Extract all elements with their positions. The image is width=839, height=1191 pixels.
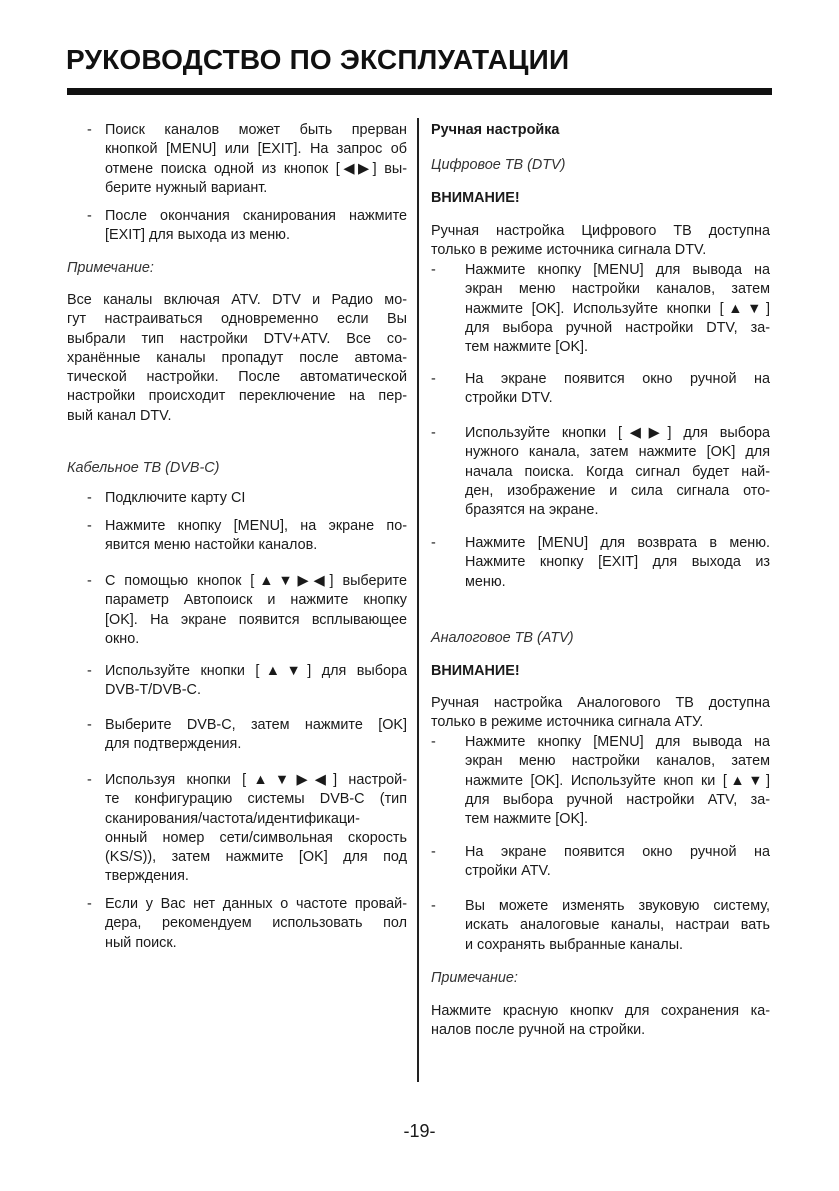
text-line: ВНИМАНИЕ!	[431, 190, 520, 206]
text-line: стройки DTV.	[465, 390, 553, 407]
text-line: экран меню настройки каналов, затем	[465, 753, 770, 770]
text-line: отмене поиска одной из кнопок [◀▶] вы-	[105, 160, 407, 177]
bullet-dash: -	[87, 663, 92, 679]
text-line: окно.	[105, 630, 140, 647]
text-line: Ручная настройка Цифрового ТВ доступна	[431, 223, 770, 239]
text-line: начала поиска. Когда сигнал будет най-	[465, 463, 770, 480]
list-item	[87, 572, 407, 649]
section-heading	[431, 156, 770, 175]
text-line: нажмите [OK]. Используйте кнопки [▲▼]	[465, 300, 770, 317]
text-line: налов после ручной на стройки.	[431, 1022, 646, 1039]
list-item	[87, 207, 407, 246]
text-line: (KS/S)), затем нажмите [OK] для под	[105, 849, 407, 866]
text-line: выбрали тип настройки DTV+ATV. Все со-	[67, 330, 407, 347]
text-line: [OK]. На экране появится всплывающее	[105, 611, 407, 628]
section-heading	[431, 969, 770, 988]
bullet-dash: -	[87, 573, 92, 589]
list-item	[431, 534, 770, 592]
bullet-dash: -	[87, 772, 92, 788]
text-line: экран меню настройки каналов, затем	[465, 281, 770, 298]
text-line: Нажмите кнопку [MENU] для вывода на	[465, 262, 770, 278]
text-line: бразятся на экране.	[465, 502, 599, 519]
section-heading	[431, 189, 770, 208]
text-line: настройки происходит переключение на пер-	[67, 388, 407, 405]
list-item	[431, 843, 770, 882]
paragraph	[431, 694, 770, 733]
bullet-dash: -	[87, 122, 92, 138]
bullet-dash: -	[431, 844, 436, 860]
text-line: и сохранять выбранные каналы.	[465, 936, 684, 953]
text-line: ден, изображение и сила сигнала ото-	[465, 482, 770, 499]
section-heading	[67, 459, 407, 478]
text-line: Нажмите кнопку [MENU], на экране по-	[105, 518, 407, 534]
text-line: дера, рекомендуем использовать пол	[105, 915, 407, 932]
page-title: РУКОВОДСТВО ПО ЭКСПЛУАТАЦИИ	[66, 44, 570, 75]
text-line: Кабельное ТВ (DVB-C)	[67, 460, 220, 476]
text-line: параметр Автопоиск и нажмите кнопку	[105, 592, 407, 609]
text-line: Аналоговое ТВ (ATV)	[431, 630, 574, 646]
text-line: На экране появится окно ручной на	[465, 844, 770, 860]
text-line: тверждения.	[105, 868, 189, 885]
section-heading	[431, 121, 770, 140]
list-item	[87, 771, 407, 887]
text-line: сканирования/частота/идентификаци-	[105, 810, 360, 827]
text-line: для выбора ручной настройки ATV, за-	[465, 791, 770, 808]
text-line: Если у Вас нет данных о частоте провай-	[105, 896, 407, 912]
text-line: С помощью кнопок [▲▼▶◀] выберите	[105, 573, 407, 589]
text-line: Цифровое ТВ (DTV)	[431, 157, 566, 173]
text-line: только в режиме источника сигнала АТУ.	[431, 714, 704, 731]
section-heading	[431, 662, 770, 681]
text-line: Выберите DVB-C, затем нажмите [OK]	[105, 717, 407, 733]
bullet-dash: -	[431, 734, 436, 750]
list-item	[87, 489, 407, 508]
list-item	[87, 517, 407, 556]
text-line: для подтверждения.	[105, 736, 242, 753]
list-item	[431, 897, 770, 955]
text-line: тем нажмите [OK].	[465, 811, 589, 828]
bullet-dash: -	[431, 262, 436, 278]
text-line: Примечание:	[67, 260, 154, 276]
text-line: нужного канала, затем нажмите [OK] для	[465, 444, 770, 461]
header-rule	[67, 88, 772, 95]
bullet-dash: -	[87, 490, 92, 506]
text-line: берите нужный вариант.	[105, 179, 268, 196]
text-line: Поиск каналов может быть прерван	[105, 122, 407, 138]
text-line: онный номер сети/символьная скорость	[105, 829, 407, 846]
text-line: вый канал DTV.	[67, 407, 172, 424]
text-line: нажмите [OK]. Используйте кноп ки [▲▼]	[465, 772, 770, 789]
section-heading	[431, 629, 770, 648]
paragraph	[431, 1002, 770, 1041]
text-line: Нажмите красную кнопкv для сохранения ка-	[431, 1003, 770, 1019]
text-line: искать аналоговые каналы, настраи вать	[465, 917, 770, 934]
section-heading	[67, 259, 407, 278]
list-item	[431, 370, 770, 409]
list-item	[87, 121, 407, 198]
text-line: меню.	[465, 573, 506, 590]
bullet-dash: -	[87, 208, 92, 224]
text-line: Используйте кнопки [◀▶] для выбора	[465, 425, 770, 441]
text-line: Используйте кнопки [▲▼] для выбора	[105, 663, 407, 679]
text-line: После окончания сканирования нажмите	[105, 208, 407, 224]
text-line: [EXIT] для выхода из меню.	[105, 227, 290, 244]
bullet-dash: -	[87, 518, 92, 534]
bullet-dash: -	[431, 371, 436, 387]
text-line: Ручная настройка Аналогового ТВ доступна	[431, 695, 770, 711]
column-divider	[417, 118, 419, 1082]
text-line: Используя кнопки [▲▼▶◀] настрой-	[105, 772, 407, 788]
paragraph	[67, 291, 407, 426]
paragraph	[431, 222, 770, 261]
list-item	[87, 662, 407, 701]
list-item	[431, 424, 770, 520]
text-line: кнопкой [MENU] или [EXIT]. На запрос об	[105, 141, 407, 158]
list-item	[87, 716, 407, 755]
text-line: тической настройки. После автоматической	[67, 369, 407, 386]
bullet-dash: -	[431, 425, 436, 441]
text-line: только в режиме источника сигнала DTV.	[431, 242, 707, 259]
text-line: те конфигурацию системы DVB-C (тип	[105, 791, 407, 808]
bullet-dash: -	[431, 535, 436, 551]
text-line: ВНИМАНИЕ!	[431, 663, 520, 679]
bullet-dash: -	[87, 896, 92, 912]
text-line: хранённые каналы пропадут после автома-	[67, 349, 407, 366]
text-line: Нажмите кнопку [EXIT] для выхода из	[465, 554, 770, 571]
text-line: Все каналы включая ATV. DTV и Радио мо-	[67, 292, 407, 308]
text-line: явится меню настойки каналов.	[105, 537, 318, 554]
list-item	[87, 895, 407, 953]
page-number: -19-	[403, 1121, 436, 1141]
text-line: Примечание:	[431, 970, 518, 986]
text-line: ный поиск.	[105, 934, 177, 951]
text-line: для выбора ручной настройки DTV, за-	[465, 319, 770, 336]
text-line: Ручная настройка	[431, 122, 560, 138]
list-item	[431, 261, 770, 357]
text-line: стройки ATV.	[465, 863, 551, 880]
text-line: DVB-T/DVB-C.	[105, 682, 201, 699]
bullet-dash: -	[87, 717, 92, 733]
bullet-dash: -	[431, 898, 436, 914]
text-line: Вы можете изменять звуковую систему,	[465, 898, 770, 914]
list-item	[431, 733, 770, 829]
text-line: Подключите карту CI	[105, 490, 246, 506]
text-line: Нажмите кнопку [MENU] для вывода на	[465, 734, 770, 750]
text-line: На экране появится окно ручной на	[465, 371, 770, 387]
text-line: тем нажмите [OK].	[465, 339, 589, 356]
text-line: гут настраиваться одновременно если Вы	[67, 311, 407, 328]
text-line: Нажмите [MENU] для возврата в меню.	[465, 535, 770, 551]
